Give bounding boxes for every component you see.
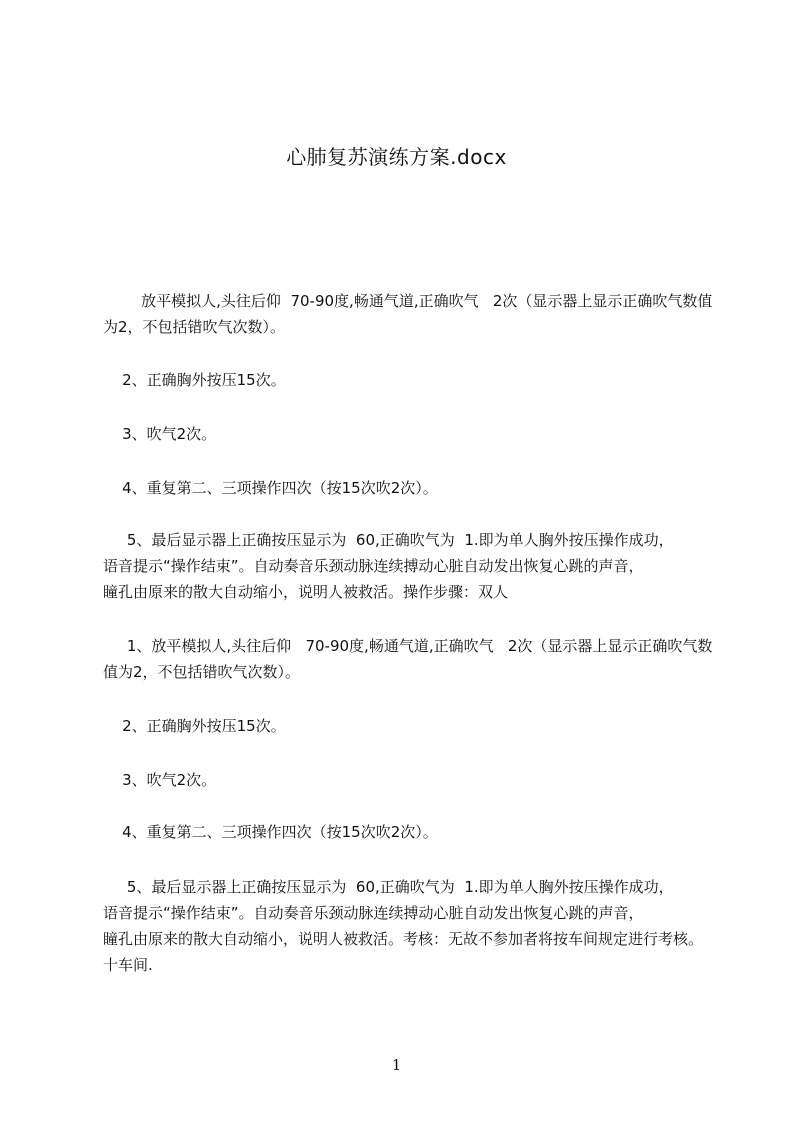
paragraph-single-step-1: 放平模拟人,头往后仰 70-90度,畅通气道,正确吹气 2次（显示器上显示正确吹气数值为2，不包括错吹气次数）。 — [103, 292, 713, 336]
paragraph-double-step-4: 4、重复第二、三项操作四次（按15次吹2次）。 — [103, 823, 438, 841]
paragraph-double-step-5: 5、最后显示器上正确按压显示为 60,正确吹气为 1.即为单人胸外按压操作成功， 语音提示“操作结束”。自动奏音乐颈动脉连续搏动心脏自动发出恢复心跳的声音， 瞳孔由原来的散大自动缩小，说明人被救活。考核：无故不参加者将按车间规定进行考核。十车间. — [103, 878, 704, 974]
paragraph-single-step-2: 2、正确胸外按压15次。 — [103, 371, 286, 389]
page-number: 1 — [391, 1056, 402, 1074]
paragraph-single-step-3: 3、吹气2次。 — [103, 425, 217, 443]
paragraph-double-step-2: 2、正确胸外按压15次。 — [103, 717, 286, 735]
paragraph-single-step-4: 4、重复第二、三项操作四次（按15次吹2次）。 — [103, 479, 438, 497]
paragraph-single-step-5: 5、最后显示器上正确按压显示为 60,正确吹气为 1.即为单人胸外按压操作成功， 语音提示“操作结束”。自动奏音乐颈动脉连续搏动心脏自动发出恢复心跳的声音， 瞳孔由原来的散大自动缩小，说明人被救活。操作步骤：双人 — [103, 531, 674, 601]
paragraph-double-step-1: 1、放平模拟人,头往后仰 70-90度,畅通气道,正确吹气 2次（显示器上显示正确吹气数值为2，不包括错吹气次数）。 — [103, 637, 713, 681]
document-title: 心肺复苏演练方案.docx — [286, 145, 507, 169]
paragraph-double-step-3: 3、吹气2次。 — [103, 771, 217, 789]
